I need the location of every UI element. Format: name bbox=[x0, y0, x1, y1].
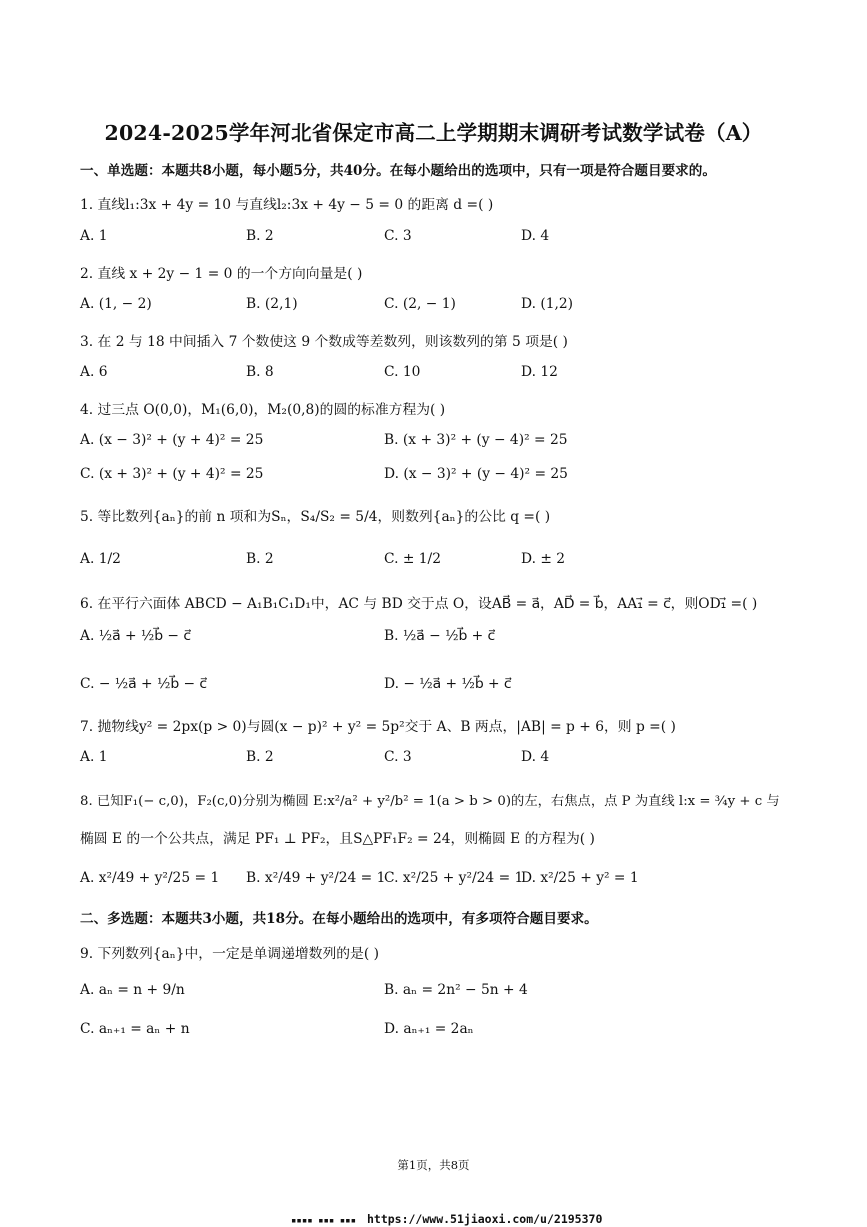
question-4-option-d: D. (x − 3)² + (y − 4)² = 25 bbox=[384, 466, 568, 482]
question-9-option-a: A. aₙ = n + 9/n bbox=[80, 982, 185, 998]
question-7-option-d: D. 4 bbox=[521, 749, 550, 765]
question-4-option-a: A. (x − 3)² + (y + 4)² = 25 bbox=[80, 432, 264, 448]
question-2-option-d: D. (1,2) bbox=[521, 296, 574, 312]
question-7-option-a: A. 1 bbox=[80, 749, 108, 765]
question-8-stem-continued: 椭圆 E 的一个公共点，满足 PF₁ ⊥ PF₂，且S△PF₁F₂ = 24，则椭圆 E 的方程为( ) bbox=[80, 831, 595, 847]
question-3-option-a: A. 6 bbox=[80, 364, 108, 380]
question-4-stem: 4. 过三点 O(0,0)，M₁(6,0)，M₂(0,8)的圆的标准方程为( ) bbox=[80, 402, 446, 418]
question-3-stem: 3. 在 2 与 18 中间插入 7 个数使这 9 个数成等差数列，则该数列的第 5 项是( ) bbox=[80, 334, 568, 350]
question-9-option-d: D. aₙ₊₁ = 2aₙ bbox=[384, 1021, 474, 1037]
question-7-stem: 7. 抛物线y² = 2px(p > 0)与圆(x − p)² + y² = 5p²交于 A、B 两点，|AB| = p + 6，则 p =( ) bbox=[80, 719, 676, 735]
question-4-option-c: C. (x + 3)² + (y + 4)² = 25 bbox=[80, 466, 264, 482]
question-5-option-a: A. 1/2 bbox=[80, 551, 121, 567]
question-6-option-c: C. − ½a⃗ + ½b⃗ − c⃗ bbox=[80, 676, 207, 692]
question-8-option-b: B. x²/49 + y²/24 = 1 bbox=[246, 870, 386, 886]
question-9-option-b: B. aₙ = 2n² − 5n + 4 bbox=[384, 982, 528, 998]
question-8-stem: 8. 已知F₁(− c,0)，F₂(c,0)分别为椭圆 E:x²/a² + y²/b² = 1(a > b > 0)的左，右焦点，点 P 为直线 l:x = ¾y + c 与 bbox=[80, 794, 780, 809]
question-6-option-b: B. ½a⃗ − ½b⃗ + c⃗ bbox=[384, 628, 496, 644]
question-6-option-a: A. ½a⃗ + ½b⃗ − c⃗ bbox=[80, 628, 191, 644]
question-5-option-b: B. 2 bbox=[246, 551, 274, 567]
question-2-option-c: C. (2, − 1) bbox=[384, 296, 456, 312]
watermark-dots-icon: ▪▪▪▪ ▪▪▪ ▪▪▪ bbox=[291, 1216, 357, 1226]
question-5-option-c: C. ± 1/2 bbox=[384, 551, 441, 567]
question-8-option-c: C. x²/25 + y²/24 = 1 bbox=[384, 870, 524, 886]
question-8-option-d: D. x²/25 + y² = 1 bbox=[521, 870, 639, 886]
question-3-option-c: C. 10 bbox=[384, 364, 421, 380]
section-heading-multiple-choice: 二、多选题：本题共3小题，共18分。在每小题给出的选项中，有多项符合题目要求。 bbox=[80, 911, 598, 927]
question-8-option-a: A. x²/49 + y²/25 = 1 bbox=[80, 870, 220, 886]
page-title: 2024-2025学年河北省保定市高二上学期期末调研考试数学试卷（A） bbox=[104, 121, 763, 145]
question-3-option-b: B. 8 bbox=[246, 364, 274, 380]
question-2-option-b: B. (2,1) bbox=[246, 296, 298, 312]
question-1-option-d: D. 4 bbox=[521, 228, 550, 244]
question-3-option-d: D. 12 bbox=[521, 364, 558, 380]
watermark bbox=[291, 1212, 602, 1226]
question-1-option-a: A. 1 bbox=[80, 228, 108, 244]
question-6-option-d: D. − ½a⃗ + ½b⃗ + c⃗ bbox=[384, 676, 512, 692]
question-9-stem: 9. 下列数列{aₙ}中，一定是单调递增数列的是( ) bbox=[80, 946, 379, 962]
question-2-option-a: A. (1, − 2) bbox=[80, 296, 152, 312]
page-number-footer: 第1页，共8页 bbox=[397, 1158, 470, 1172]
question-1-option-c: C. 3 bbox=[384, 228, 412, 244]
question-4-option-b: B. (x + 3)² + (y − 4)² = 25 bbox=[384, 432, 568, 448]
question-7-option-b: B. 2 bbox=[246, 749, 274, 765]
question-1-stem: 1. 直线l₁:3x + 4y = 10 与直线l₂:3x + 4y − 5 = 0 的距离 d =( ) bbox=[80, 197, 494, 213]
section-heading-single-choice: 一、单选题：本题共8小题，每小题5分，共40分。在每小题给出的选项中，只有一项是符合题目要求的。 bbox=[80, 163, 716, 179]
question-2-stem: 2. 直线 x + 2y − 1 = 0 的一个方向向量是( ) bbox=[80, 266, 363, 282]
watermark-url: https://www.51jiaoxi.com/u/2195370 bbox=[366, 1212, 603, 1226]
question-5-option-d: D. ± 2 bbox=[521, 551, 566, 567]
question-6-stem: 6. 在平行六面体 ABCD − A₁B₁C₁D₁中，AC 与 BD 交于点 O，设AB⃗ = a⃗，AD⃗ = b⃗，AA₁⃗ = c⃗，则OD₁⃗ =( ) bbox=[80, 596, 758, 612]
question-5-stem: 5. 等比数列{aₙ}的前 n 项和为Sₙ，S₄/S₂ = 5/4，则数列{aₙ}的公比 q =( ) bbox=[80, 509, 551, 525]
question-9-option-c: C. aₙ₊₁ = aₙ + n bbox=[80, 1021, 190, 1037]
question-7-option-c: C. 3 bbox=[384, 749, 412, 765]
question-1-option-b: B. 2 bbox=[246, 228, 274, 244]
